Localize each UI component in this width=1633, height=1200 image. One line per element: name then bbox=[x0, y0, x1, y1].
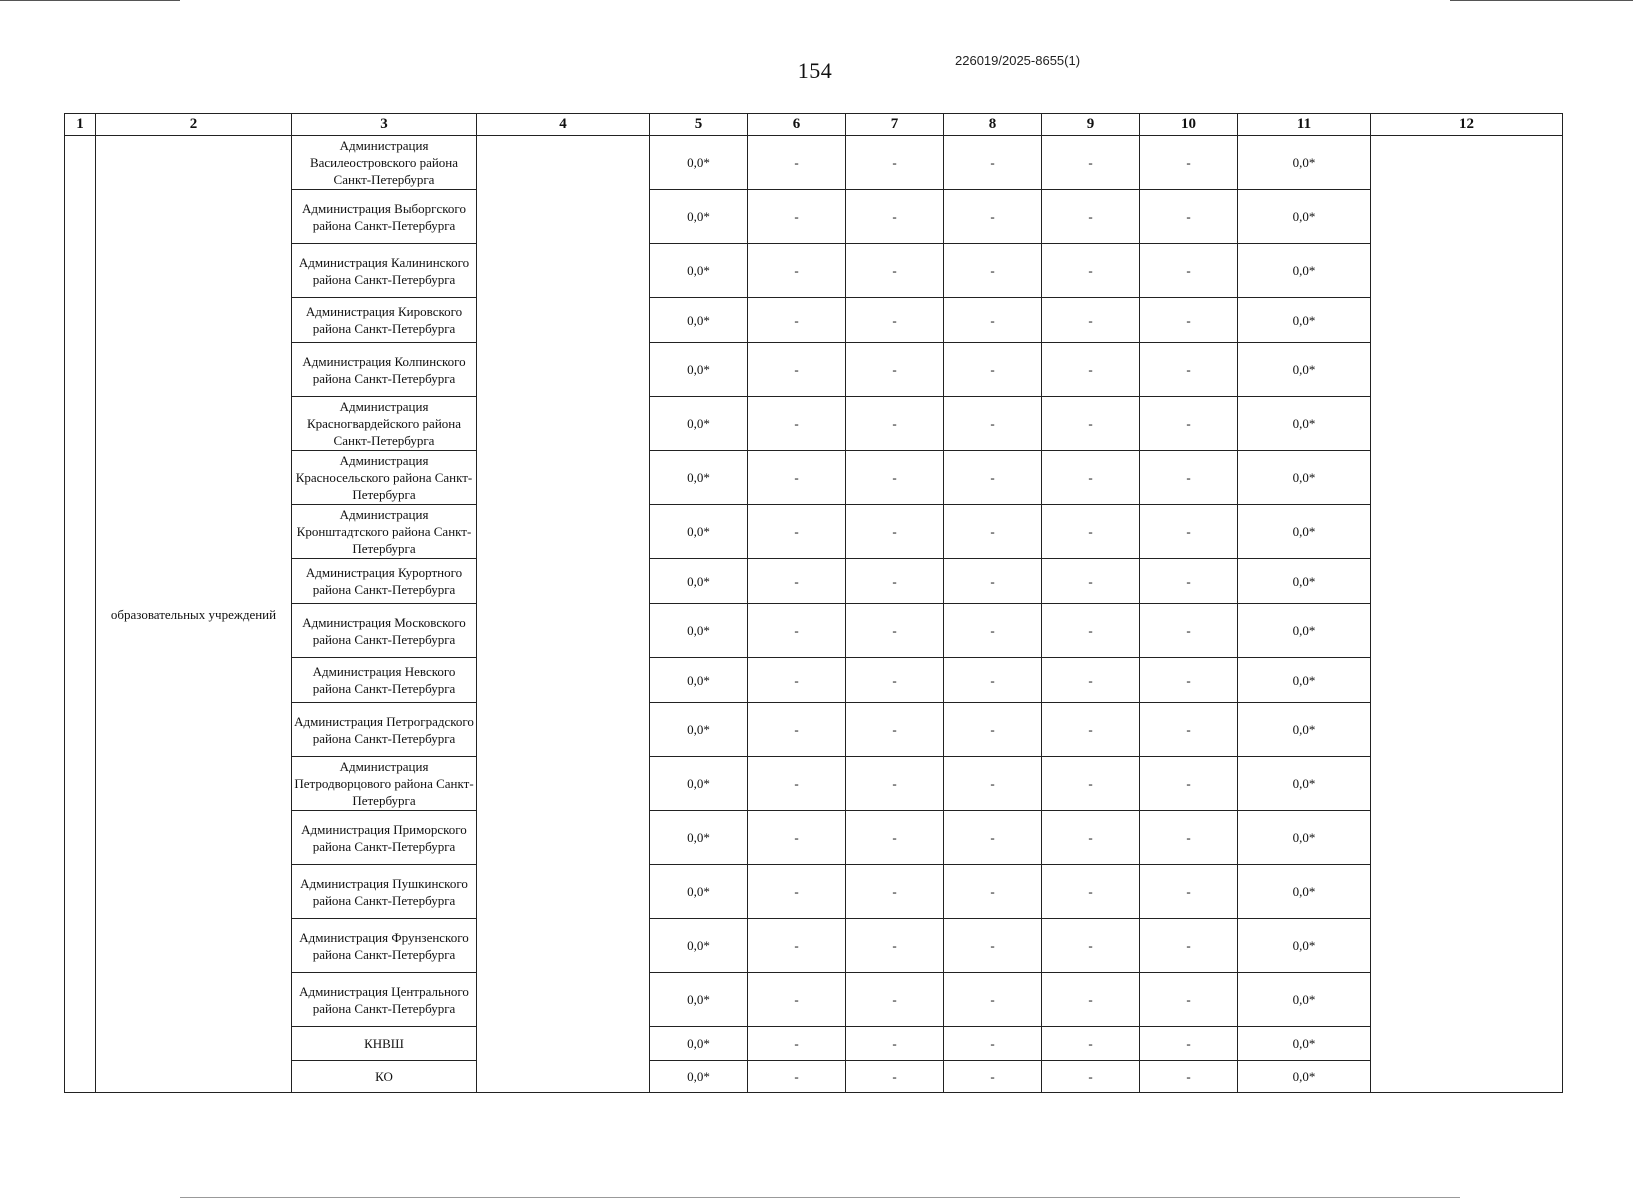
value-cell-10: - bbox=[1140, 703, 1238, 757]
table-body bbox=[65, 136, 1563, 1093]
column-number-2: 2 bbox=[96, 114, 292, 136]
value-cell-11: 0,0* bbox=[1238, 559, 1371, 604]
value-cell-8: - bbox=[944, 811, 1042, 865]
value-cell-5: 0,0* bbox=[650, 1027, 748, 1061]
scan-edge-mark bbox=[180, 1197, 1460, 1198]
value-cell-6: - bbox=[748, 1061, 846, 1093]
value-cell-6: - bbox=[748, 136, 846, 190]
value-cell-8: - bbox=[944, 343, 1042, 397]
value-cell-10: - bbox=[1140, 604, 1238, 658]
value-cell-10: - bbox=[1140, 1027, 1238, 1061]
value-cell-5: 0,0* bbox=[650, 811, 748, 865]
scan-edge-mark bbox=[0, 0, 180, 1]
value-cell-7: - bbox=[846, 703, 944, 757]
value-cell-6: - bbox=[748, 397, 846, 451]
value-cell-5: 0,0* bbox=[650, 244, 748, 298]
value-cell-11: 0,0* bbox=[1238, 865, 1371, 919]
organization-name: Администрация Московского района Санкт-Петербурга bbox=[292, 604, 477, 658]
value-cell-5: 0,0* bbox=[650, 343, 748, 397]
table-row bbox=[65, 136, 1563, 190]
organization-name: Администрация Петродворцового района Санкт-Петербурга bbox=[292, 757, 477, 811]
value-cell-9: - bbox=[1042, 190, 1140, 244]
value-cell-5: 0,0* bbox=[650, 973, 748, 1027]
column-number-3: 3 bbox=[292, 114, 477, 136]
value-cell-6: - bbox=[748, 658, 846, 703]
organization-name: Администрация Выборгского района Санкт-Петербурга bbox=[292, 190, 477, 244]
value-cell-7: - bbox=[846, 973, 944, 1027]
value-cell-9: - bbox=[1042, 919, 1140, 973]
value-cell-10: - bbox=[1140, 190, 1238, 244]
value-cell-8: - bbox=[944, 604, 1042, 658]
value-cell-8: - bbox=[944, 451, 1042, 505]
value-cell-8: - bbox=[944, 658, 1042, 703]
value-cell-10: - bbox=[1140, 397, 1238, 451]
organization-name: Администрация Пушкинского района Санкт-Петербурга bbox=[292, 865, 477, 919]
value-cell-11: 0,0* bbox=[1238, 244, 1371, 298]
column-1-cell bbox=[65, 136, 96, 1093]
value-cell-8: - bbox=[944, 136, 1042, 190]
value-cell-9: - bbox=[1042, 1027, 1140, 1061]
value-cell-5: 0,0* bbox=[650, 757, 748, 811]
value-cell-7: - bbox=[846, 919, 944, 973]
table-header bbox=[65, 114, 1563, 136]
value-cell-11: 0,0* bbox=[1238, 973, 1371, 1027]
column-number-6: 6 bbox=[748, 114, 846, 136]
value-cell-6: - bbox=[748, 343, 846, 397]
value-cell-7: - bbox=[846, 1061, 944, 1093]
column-number-row bbox=[65, 114, 1563, 136]
value-cell-9: - bbox=[1042, 865, 1140, 919]
value-cell-11: 0,0* bbox=[1238, 919, 1371, 973]
column-number-1: 1 bbox=[65, 114, 96, 136]
value-cell-10: - bbox=[1140, 451, 1238, 505]
value-cell-7: - bbox=[846, 658, 944, 703]
column-12-cell bbox=[1371, 136, 1563, 1093]
value-cell-11: 0,0* bbox=[1238, 505, 1371, 559]
value-cell-10: - bbox=[1140, 919, 1238, 973]
organization-name: КО bbox=[292, 1061, 477, 1093]
value-cell-9: - bbox=[1042, 703, 1140, 757]
value-cell-5: 0,0* bbox=[650, 658, 748, 703]
value-cell-8: - bbox=[944, 505, 1042, 559]
column-number-5: 5 bbox=[650, 114, 748, 136]
value-cell-7: - bbox=[846, 244, 944, 298]
value-cell-7: - bbox=[846, 865, 944, 919]
document-id: 226019/2025-8655(1) bbox=[955, 53, 1081, 68]
value-cell-10: - bbox=[1140, 505, 1238, 559]
column-number-9: 9 bbox=[1042, 114, 1140, 136]
organization-name: Администрация Кронштадтского района Санкт-Петербурга bbox=[292, 505, 477, 559]
value-cell-11: 0,0* bbox=[1238, 658, 1371, 703]
value-cell-9: - bbox=[1042, 559, 1140, 604]
value-cell-7: - bbox=[846, 559, 944, 604]
value-cell-8: - bbox=[944, 244, 1042, 298]
organization-name: Администрация Красногвардейского района Санкт-Петербурга bbox=[292, 397, 477, 451]
value-cell-11: 0,0* bbox=[1238, 397, 1371, 451]
value-cell-5: 0,0* bbox=[650, 298, 748, 343]
value-cell-8: - bbox=[944, 757, 1042, 811]
organization-name: Администрация Красносельского района Санкт-Петербурга bbox=[292, 451, 477, 505]
value-cell-7: - bbox=[846, 136, 944, 190]
value-cell-11: 0,0* bbox=[1238, 136, 1371, 190]
value-cell-10: - bbox=[1140, 136, 1238, 190]
organization-name: Администрация Приморского района Санкт-Петербурга bbox=[292, 811, 477, 865]
value-cell-8: - bbox=[944, 298, 1042, 343]
value-cell-8: - bbox=[944, 190, 1042, 244]
value-cell-8: - bbox=[944, 397, 1042, 451]
value-cell-6: - bbox=[748, 973, 846, 1027]
organization-name: Администрация Василеостровского района Санкт-Петербурга bbox=[292, 136, 477, 190]
value-cell-7: - bbox=[846, 604, 944, 658]
value-cell-6: - bbox=[748, 451, 846, 505]
value-cell-10: - bbox=[1140, 811, 1238, 865]
category-cell: образовательных учреждений bbox=[96, 136, 292, 1093]
organization-name: Администрация Калининского района Санкт-Петербурга bbox=[292, 244, 477, 298]
value-cell-5: 0,0* bbox=[650, 1061, 748, 1093]
value-cell-6: - bbox=[748, 604, 846, 658]
value-cell-6: - bbox=[748, 190, 846, 244]
value-cell-7: - bbox=[846, 397, 944, 451]
value-cell-9: - bbox=[1042, 1061, 1140, 1093]
value-cell-8: - bbox=[944, 973, 1042, 1027]
value-cell-6: - bbox=[748, 757, 846, 811]
value-cell-9: - bbox=[1042, 298, 1140, 343]
value-cell-9: - bbox=[1042, 658, 1140, 703]
value-cell-9: - bbox=[1042, 397, 1140, 451]
value-cell-10: - bbox=[1140, 658, 1238, 703]
value-cell-5: 0,0* bbox=[650, 190, 748, 244]
value-cell-7: - bbox=[846, 505, 944, 559]
value-cell-7: - bbox=[846, 190, 944, 244]
value-cell-5: 0,0* bbox=[650, 451, 748, 505]
scan-edge-mark bbox=[1450, 0, 1633, 1]
column-number-12: 12 bbox=[1371, 114, 1563, 136]
value-cell-9: - bbox=[1042, 451, 1140, 505]
column-number-8: 8 bbox=[944, 114, 1042, 136]
value-cell-6: - bbox=[748, 559, 846, 604]
organization-name: КНВШ bbox=[292, 1027, 477, 1061]
value-cell-11: 0,0* bbox=[1238, 1061, 1371, 1093]
value-cell-7: - bbox=[846, 343, 944, 397]
value-cell-7: - bbox=[846, 451, 944, 505]
value-cell-8: - bbox=[944, 919, 1042, 973]
value-cell-10: - bbox=[1140, 298, 1238, 343]
value-cell-5: 0,0* bbox=[650, 919, 748, 973]
organization-name: Администрация Курортного района Санкт-Петербурга bbox=[292, 559, 477, 604]
value-cell-7: - bbox=[846, 811, 944, 865]
value-cell-10: - bbox=[1140, 865, 1238, 919]
value-cell-10: - bbox=[1140, 757, 1238, 811]
value-cell-9: - bbox=[1042, 505, 1140, 559]
column-number-4: 4 bbox=[477, 114, 650, 136]
column-number-11: 11 bbox=[1238, 114, 1371, 136]
column-number-7: 7 bbox=[846, 114, 944, 136]
value-cell-6: - bbox=[748, 505, 846, 559]
value-cell-11: 0,0* bbox=[1238, 1027, 1371, 1061]
value-cell-9: - bbox=[1042, 343, 1140, 397]
value-cell-5: 0,0* bbox=[650, 604, 748, 658]
value-cell-6: - bbox=[748, 244, 846, 298]
value-cell-5: 0,0* bbox=[650, 865, 748, 919]
value-cell-11: 0,0* bbox=[1238, 811, 1371, 865]
value-cell-10: - bbox=[1140, 343, 1238, 397]
value-cell-10: - bbox=[1140, 973, 1238, 1027]
value-cell-7: - bbox=[846, 298, 944, 343]
value-cell-9: - bbox=[1042, 757, 1140, 811]
organization-name: Администрация Кировского района Санкт-Петербурга bbox=[292, 298, 477, 343]
value-cell-5: 0,0* bbox=[650, 559, 748, 604]
column-4-cell bbox=[477, 136, 650, 1093]
column-number-10: 10 bbox=[1140, 114, 1238, 136]
value-cell-6: - bbox=[748, 865, 846, 919]
value-cell-5: 0,0* bbox=[650, 397, 748, 451]
value-cell-9: - bbox=[1042, 973, 1140, 1027]
value-cell-8: - bbox=[944, 559, 1042, 604]
value-cell-9: - bbox=[1042, 604, 1140, 658]
value-cell-5: 0,0* bbox=[650, 505, 748, 559]
value-cell-5: 0,0* bbox=[650, 703, 748, 757]
organization-name: Администрация Петроградского района Санкт-Петербурга bbox=[292, 703, 477, 757]
value-cell-7: - bbox=[846, 757, 944, 811]
value-cell-10: - bbox=[1140, 559, 1238, 604]
page-number: 154 bbox=[797, 58, 833, 83]
value-cell-9: - bbox=[1042, 244, 1140, 298]
value-cell-10: - bbox=[1140, 1061, 1238, 1093]
value-cell-6: - bbox=[748, 919, 846, 973]
value-cell-11: 0,0* bbox=[1238, 298, 1371, 343]
value-cell-11: 0,0* bbox=[1238, 703, 1371, 757]
value-cell-6: - bbox=[748, 703, 846, 757]
organization-name: Администрация Невского района Санкт-Петербурга bbox=[292, 658, 477, 703]
value-cell-7: - bbox=[846, 1027, 944, 1061]
budget-table bbox=[64, 113, 1563, 1093]
value-cell-11: 0,0* bbox=[1238, 190, 1371, 244]
value-cell-8: - bbox=[944, 1027, 1042, 1061]
value-cell-8: - bbox=[944, 1061, 1042, 1093]
value-cell-6: - bbox=[748, 298, 846, 343]
value-cell-6: - bbox=[748, 1027, 846, 1061]
value-cell-8: - bbox=[944, 865, 1042, 919]
value-cell-11: 0,0* bbox=[1238, 604, 1371, 658]
organization-name: Администрация Центрального района Санкт-Петербурга bbox=[292, 973, 477, 1027]
value-cell-11: 0,0* bbox=[1238, 343, 1371, 397]
value-cell-10: - bbox=[1140, 244, 1238, 298]
value-cell-5: 0,0* bbox=[650, 136, 748, 190]
value-cell-11: 0,0* bbox=[1238, 451, 1371, 505]
value-cell-9: - bbox=[1042, 136, 1140, 190]
value-cell-6: - bbox=[748, 811, 846, 865]
value-cell-8: - bbox=[944, 703, 1042, 757]
organization-name: Администрация Колпинского района Санкт-Петербурга bbox=[292, 343, 477, 397]
value-cell-11: 0,0* bbox=[1238, 757, 1371, 811]
organization-name: Администрация Фрунзенского района Санкт-Петербурга bbox=[292, 919, 477, 973]
value-cell-9: - bbox=[1042, 811, 1140, 865]
